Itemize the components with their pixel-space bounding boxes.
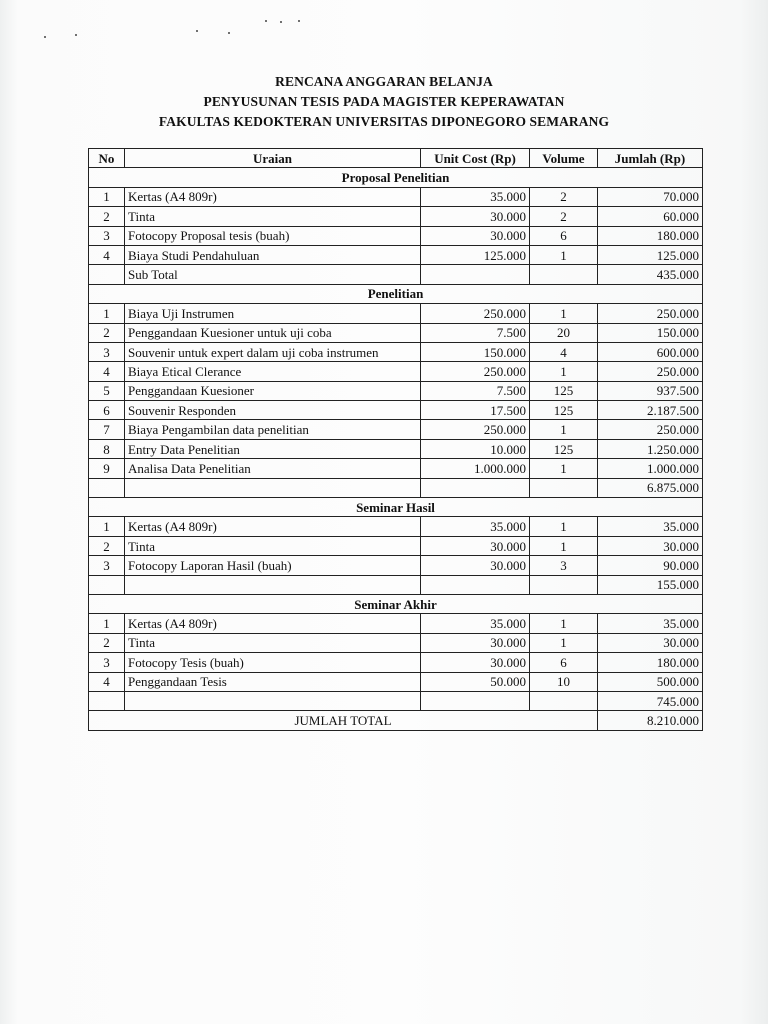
row-description: Analisa Data Penelitian	[125, 459, 421, 478]
row-description: Biaya Studi Pendahuluan	[125, 245, 421, 264]
row-amount: 250.000	[598, 304, 703, 323]
row-number: 1	[89, 304, 125, 323]
row-unit-cost: 30.000	[421, 633, 530, 652]
row-volume: 125	[530, 439, 598, 458]
row-unit-cost: 30.000	[421, 556, 530, 575]
row-amount: 500.000	[598, 672, 703, 691]
row-volume: 6	[530, 226, 598, 245]
grand-total-amount: 8.210.000	[598, 711, 703, 730]
row-unit-cost: 35.000	[421, 614, 530, 633]
table-row	[89, 517, 703, 536]
row-number: 1	[89, 517, 125, 536]
table-row	[89, 633, 703, 652]
row-number: 2	[89, 633, 125, 652]
section-header-row	[89, 168, 703, 187]
row-unit-cost: 30.000	[421, 207, 530, 226]
row-amount: 150.000	[598, 323, 703, 342]
header-no: No	[89, 149, 125, 168]
subtotal-amount: 435.000	[598, 265, 703, 284]
header-volume: Volume	[530, 149, 598, 168]
section-title: Proposal Penelitian	[89, 168, 703, 187]
row-volume: 6	[530, 653, 598, 672]
subtotal-amount: 6.875.000	[598, 478, 703, 497]
row-unit-cost: 7.500	[421, 381, 530, 400]
subtotal-unit-cell	[421, 575, 530, 594]
subtotal-unit-cell	[421, 478, 530, 497]
row-unit-cost: 30.000	[421, 536, 530, 555]
row-amount: 1.250.000	[598, 439, 703, 458]
table-row	[89, 207, 703, 226]
subtotal-row	[89, 478, 703, 497]
table-row	[89, 672, 703, 691]
row-volume: 1	[530, 362, 598, 381]
table-row	[89, 459, 703, 478]
row-unit-cost: 50.000	[421, 672, 530, 691]
subtotal-volume-cell	[530, 691, 598, 710]
budget-table-body	[89, 168, 703, 730]
row-amount: 1.000.000	[598, 459, 703, 478]
row-amount: 30.000	[598, 633, 703, 652]
row-number: 7	[89, 420, 125, 439]
section-title: Seminar Hasil	[89, 498, 703, 517]
row-description: Penggandaan Kuesioner untuk uji coba	[125, 323, 421, 342]
table-row	[89, 420, 703, 439]
subtotal-row	[89, 575, 703, 594]
title-line-1: RENCANA ANGGARAN BELANJA	[275, 74, 493, 89]
row-amount: 180.000	[598, 653, 703, 672]
row-number: 3	[89, 226, 125, 245]
subtotal-number-cell	[89, 575, 125, 594]
row-volume: 125	[530, 401, 598, 420]
header-jumlah: Jumlah (Rp)	[598, 149, 703, 168]
row-number: 2	[89, 207, 125, 226]
title-line-2: PENYUSUNAN TESIS PADA MAGISTER KEPERAWATAN	[203, 94, 565, 109]
row-number: 4	[89, 672, 125, 691]
subtotal-row	[89, 265, 703, 284]
row-volume: 1	[530, 633, 598, 652]
table-row	[89, 304, 703, 323]
row-description: Penggandaan Tesis	[125, 672, 421, 691]
row-unit-cost: 10.000	[421, 439, 530, 458]
row-number: 4	[89, 362, 125, 381]
row-description: Fotocopy Tesis (buah)	[125, 653, 421, 672]
row-amount: 2.187.500	[598, 401, 703, 420]
subtotal-label	[125, 691, 421, 710]
table-row	[89, 323, 703, 342]
row-volume: 1	[530, 304, 598, 323]
row-description: Biaya Uji Instrumen	[125, 304, 421, 323]
row-number: 1	[89, 614, 125, 633]
row-description: Tinta	[125, 633, 421, 652]
row-number: 5	[89, 381, 125, 400]
subtotal-label	[125, 478, 421, 497]
row-volume: 4	[530, 342, 598, 361]
row-volume: 125	[530, 381, 598, 400]
row-description: Biaya Etical Clerance	[125, 362, 421, 381]
row-unit-cost: 250.000	[421, 420, 530, 439]
row-volume: 1	[530, 420, 598, 439]
table-row	[89, 614, 703, 633]
table-row	[89, 536, 703, 555]
subtotal-amount: 155.000	[598, 575, 703, 594]
section-title: Seminar Akhir	[89, 594, 703, 613]
row-description: Biaya Pengambilan data penelitian	[125, 420, 421, 439]
subtotal-volume-cell	[530, 265, 598, 284]
row-unit-cost: 250.000	[421, 304, 530, 323]
row-number: 8	[89, 439, 125, 458]
row-number: 6	[89, 401, 125, 420]
subtotal-unit-cell	[421, 691, 530, 710]
row-amount: 70.000	[598, 187, 703, 206]
section-header-row	[89, 498, 703, 517]
row-description: Fotocopy Proposal tesis (buah)	[125, 226, 421, 245]
row-description: Kertas (A4 809r)	[125, 187, 421, 206]
row-description: Fotocopy Laporan Hasil (buah)	[125, 556, 421, 575]
table-row	[89, 245, 703, 264]
subtotal-volume-cell	[530, 478, 598, 497]
row-amount: 90.000	[598, 556, 703, 575]
row-description: Kertas (A4 809r)	[125, 614, 421, 633]
row-number: 9	[89, 459, 125, 478]
row-amount: 125.000	[598, 245, 703, 264]
budget-table	[88, 148, 703, 731]
grand-total-label: JUMLAH TOTAL	[89, 711, 598, 730]
row-volume: 1	[530, 536, 598, 555]
row-amount: 937.500	[598, 381, 703, 400]
subtotal-number-cell	[89, 265, 125, 284]
section-header-row	[89, 594, 703, 613]
row-amount: 250.000	[598, 420, 703, 439]
subtotal-unit-cell	[421, 265, 530, 284]
row-volume: 2	[530, 207, 598, 226]
row-volume: 10	[530, 672, 598, 691]
table-row	[89, 653, 703, 672]
document-title	[0, 72, 768, 132]
subtotal-number-cell	[89, 691, 125, 710]
table-row	[89, 401, 703, 420]
row-unit-cost: 7.500	[421, 323, 530, 342]
row-number: 2	[89, 323, 125, 342]
table-header-row	[89, 149, 703, 168]
table-row	[89, 381, 703, 400]
row-unit-cost: 150.000	[421, 342, 530, 361]
row-amount: 600.000	[598, 342, 703, 361]
subtotal-number-cell	[89, 478, 125, 497]
table-row	[89, 439, 703, 458]
table-row	[89, 556, 703, 575]
subtotal-row	[89, 691, 703, 710]
subtotal-label: Sub Total	[125, 265, 421, 284]
row-number: 3	[89, 342, 125, 361]
row-description: Tinta	[125, 536, 421, 555]
row-volume: 1	[530, 517, 598, 536]
subtotal-amount: 745.000	[598, 691, 703, 710]
row-number: 3	[89, 556, 125, 575]
row-unit-cost: 30.000	[421, 653, 530, 672]
row-amount: 180.000	[598, 226, 703, 245]
subtotal-volume-cell	[530, 575, 598, 594]
table-row	[89, 342, 703, 361]
row-number: 1	[89, 187, 125, 206]
row-number: 3	[89, 653, 125, 672]
subtotal-label	[125, 575, 421, 594]
title-line-3: FAKULTAS KEDOKTERAN UNIVERSITAS DIPONEGORO SEMARANG	[158, 114, 610, 129]
grand-total-row	[89, 711, 703, 730]
row-description: Penggandaan Kuesioner	[125, 381, 421, 400]
row-description: Tinta	[125, 207, 421, 226]
row-volume: 1	[530, 459, 598, 478]
row-unit-cost: 1.000.000	[421, 459, 530, 478]
row-amount: 35.000	[598, 517, 703, 536]
row-unit-cost: 250.000	[421, 362, 530, 381]
row-amount: 35.000	[598, 614, 703, 633]
row-unit-cost: 30.000	[421, 226, 530, 245]
row-number: 4	[89, 245, 125, 264]
row-description: Entry Data Penelitian	[125, 439, 421, 458]
header-unit-cost: Unit Cost (Rp)	[421, 149, 530, 168]
section-header-row	[89, 284, 703, 303]
row-volume: 3	[530, 556, 598, 575]
row-volume: 20	[530, 323, 598, 342]
row-amount: 60.000	[598, 207, 703, 226]
row-unit-cost: 17.500	[421, 401, 530, 420]
row-amount: 250.000	[598, 362, 703, 381]
row-description: Souvenir untuk expert dalam uji coba instrumen	[125, 342, 421, 361]
section-title: Penelitian	[89, 284, 703, 303]
row-volume: 2	[530, 187, 598, 206]
table-row	[89, 187, 703, 206]
row-amount: 30.000	[598, 536, 703, 555]
row-unit-cost: 35.000	[421, 517, 530, 536]
header-uraian: Uraian	[125, 149, 421, 168]
row-number: 2	[89, 536, 125, 555]
row-description: Souvenir Responden	[125, 401, 421, 420]
row-unit-cost: 125.000	[421, 245, 530, 264]
row-volume: 1	[530, 245, 598, 264]
row-unit-cost: 35.000	[421, 187, 530, 206]
table-row	[89, 362, 703, 381]
row-volume: 1	[530, 614, 598, 633]
table-row	[89, 226, 703, 245]
row-description: Kertas (A4 809r)	[125, 517, 421, 536]
